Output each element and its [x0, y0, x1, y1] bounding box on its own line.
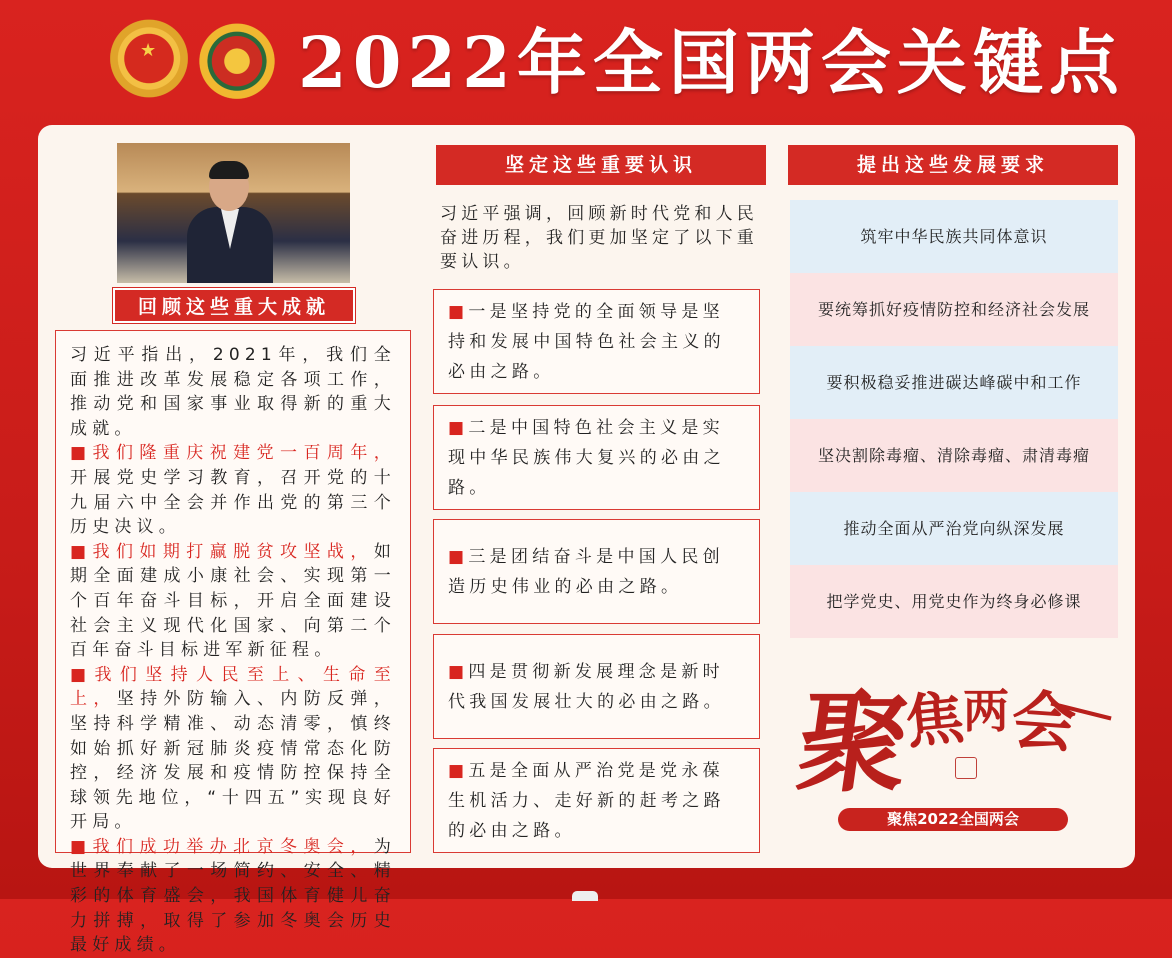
cppcc-emblem [196, 18, 278, 108]
understanding-item: ■三是团结奋斗是中国人民创造历史伟业的必由之路。 [433, 519, 760, 624]
logo-caption: 聚焦2022全国两会 [838, 808, 1068, 831]
requirement-item: 推动全面从严治党向纵深发展 [790, 492, 1118, 565]
achievements-heading: 回顾这些重大成就 [113, 288, 355, 323]
speaker-photo [117, 143, 350, 283]
bullet-square-icon: ■ [70, 443, 93, 464]
seal-icon [955, 757, 977, 779]
understanding-item: ■一是坚持党的全面领导是坚持和发展中国特色社会主义的必由之路。 [433, 289, 760, 394]
requirement-item: 筑牢中华民族共同体意识 [790, 200, 1118, 273]
achievement-item: ■我们成功举办北京冬奥会，为世界奉献了一场简约、安全、精彩的体育盛会，我国体育健儿奋力拼搏，取得了参加冬奥会历史最好成绩。 [70, 836, 397, 956]
bullet-square-icon: ■ [70, 541, 93, 562]
achievement-item: ■我们坚持人民至上、生命至上，坚持外防输入、内防反弹，坚持科学精准、动态清零，慎终如始抓好新冠肺炎疫情常态化防控，经济发展和疫情防控保持全球领先地位，“十四五”实现良好开局。 [70, 664, 397, 833]
requirement-item: 要积极稳妥推进碳达峰碳中和工作 [790, 346, 1118, 419]
achievements-intro: 习近平指出，2021年，我们全面推进改革发展稳定各项工作，推动党和国家事业取得新的重大成就。 [70, 345, 396, 439]
national-emblem: ★ [108, 18, 190, 108]
bullet-square-icon: ■ [448, 301, 469, 322]
page-title: 2022年全国两会关键点 [298, 21, 1125, 104]
understanding-item: ■五是全面从严治党是党永葆生机活力、走好新的赶考之路的必由之路。 [433, 748, 760, 853]
achievement-item: ■我们如期打赢脱贫攻坚战，如期全面建成小康社会、实现第一个百年奋斗目标，开启全面建设社会主义现代化国家、向第二个百年奋斗目标进军新征程。 [70, 541, 397, 661]
bullet-square-icon: ■ [448, 661, 469, 682]
achievement-item: ■我们隆重庆祝建党一百周年，开展党史学习教育，召开党的十九届六中全会并作出党的第三个历史决议。 [70, 443, 396, 538]
understandings-intro: 习近平强调，回顾新时代党和人民奋进历程，我们更加坚定了以下重要认识。 [440, 204, 758, 272]
bullet-square-icon: ■ [448, 760, 469, 781]
requirement-item: 要统筹抓好疫情防控和经济社会发展 [790, 273, 1118, 346]
understanding-item: ■四是贯彻新发展理念是新时代我国发展壮大的必由之路。 [433, 634, 760, 739]
achievements-box [55, 330, 411, 956]
bullet-square-icon: ■ [70, 836, 93, 857]
focus-two-sessions-logo: 聚 焦 两 会 [800, 665, 1115, 790]
scroll-handle[interactable] [572, 891, 598, 901]
understanding-item: ■二是中国特色社会主义是实现中华民族伟大复兴的必由之路。 [433, 405, 760, 510]
requirement-item: 把学党史、用党史作为终身必修课 [790, 565, 1118, 638]
bullet-square-icon: ■ [448, 417, 469, 438]
bullet-square-icon: ■ [70, 664, 95, 685]
requirements-heading: 提出这些发展要求 [788, 145, 1118, 185]
requirement-item: 坚决割除毒瘤、清除毒瘤、肃清毒瘤 [790, 419, 1118, 492]
understandings-heading: 坚定这些重要认识 [436, 145, 766, 185]
bullet-square-icon: ■ [448, 546, 469, 567]
